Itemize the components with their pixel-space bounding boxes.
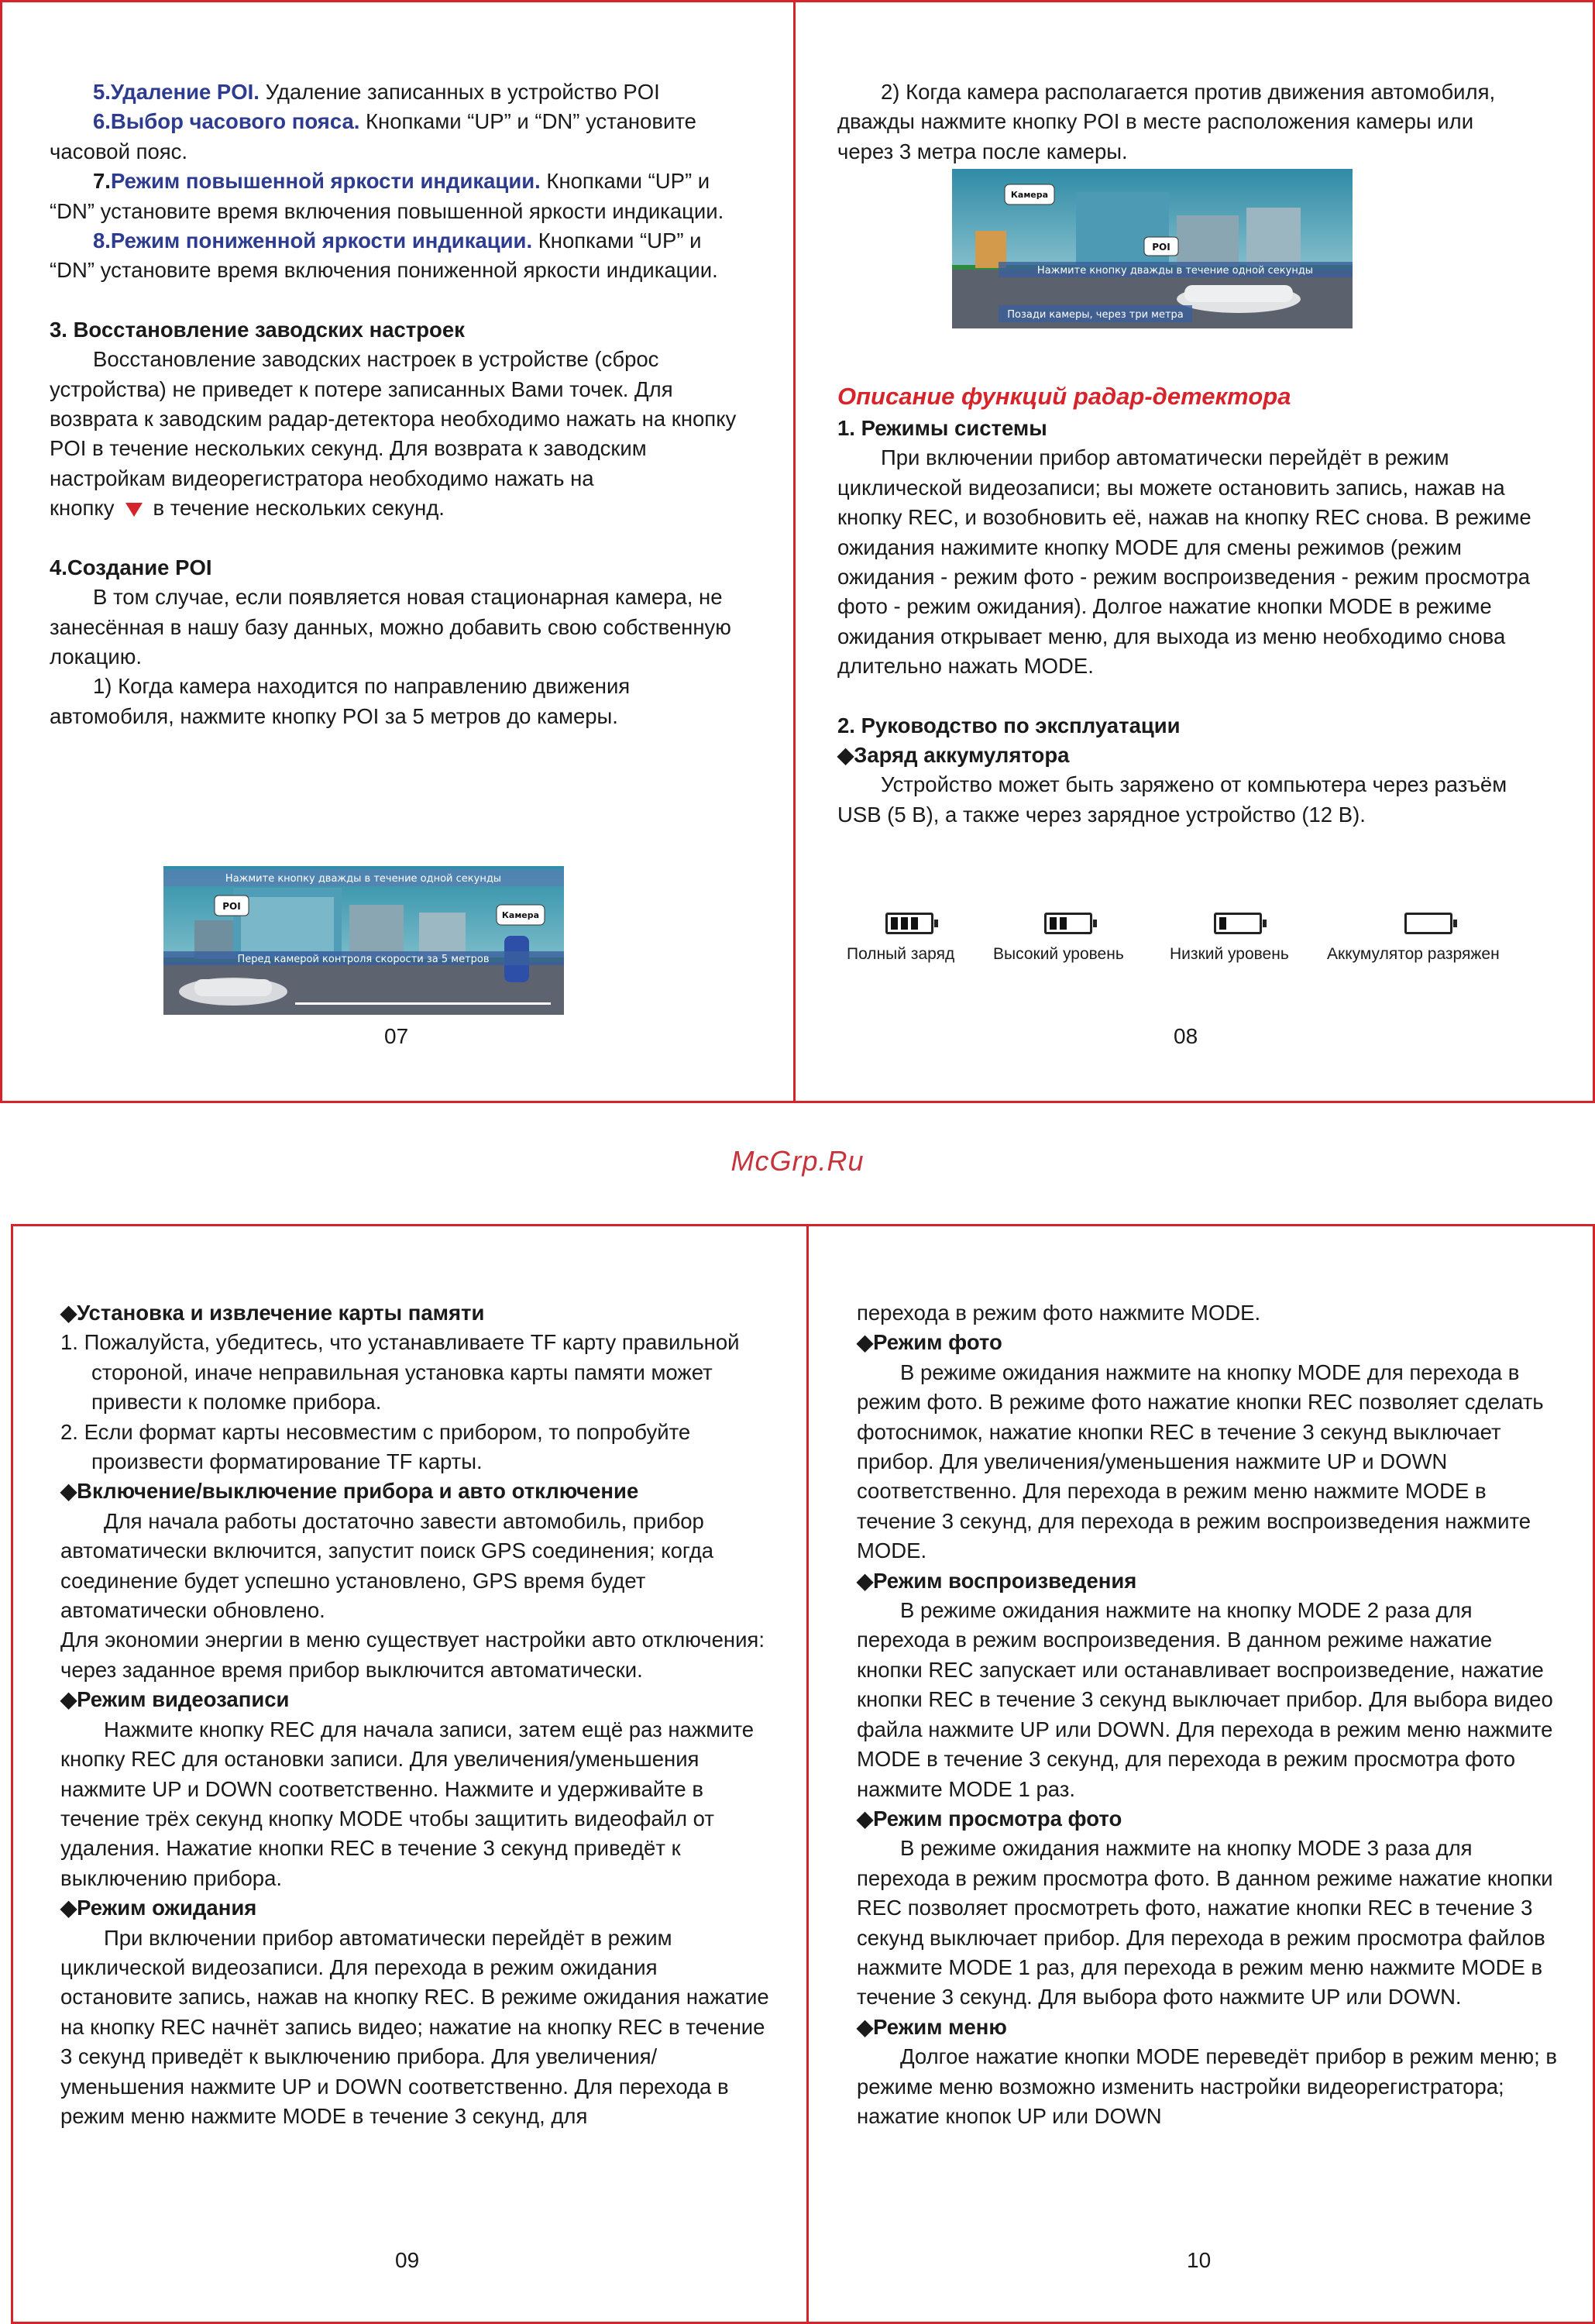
power-heading: ◆Включение/выключение прибора и авто отключение	[60, 1479, 639, 1504]
page-07-text	[50, 77, 747, 731]
page-08-text	[837, 380, 1550, 830]
modes-heading: 1. Режимы системы	[837, 416, 1047, 440]
poi-step1: 1) Когда камера находится по направлению движения автомобиля, нажмите кнопку POI за 5 метров до камеры.	[50, 674, 631, 728]
s7-num: 7.	[93, 169, 111, 194]
img-camera-07: Камера	[501, 910, 540, 920]
menu-heading: ◆Режим меню	[857, 2014, 1007, 2039]
watermark: McGrp.Ru	[730, 1145, 865, 1177]
reset-tail-b: в течение нескольких секунд.	[153, 496, 445, 521]
menu-text: Долгое нажатие кнопки MODE переведёт прибор в режим меню; в режиме меню возможно изменить настройки видеорегистратора; нажатие кнопок UP или DOWN	[857, 2044, 1557, 2128]
step2-text: 2) Когда камера располагается против движения автомобиля, дважды нажмите кнопку POI в месте расположения камеры или через 3 метра после камеры.	[837, 80, 1496, 163]
s6-text: Кнопками “UP” и “DN” установите часовой пояс.	[50, 109, 696, 163]
card-heading: ◆Установка и извлечение карты памяти	[60, 1301, 485, 1325]
poi-front-svg	[163, 866, 564, 1015]
s7-text: Кнопками “UP” и “DN” установите время включения повышенной яркости индикации.	[50, 169, 724, 223]
battery-high-icon	[1044, 913, 1092, 934]
page-09-text	[60, 1298, 773, 2131]
s7-title: Режим повышенной яркости индикации.	[110, 169, 541, 194]
img-banner-07: Нажмите кнопку дважды в течение одной секунды	[225, 873, 502, 885]
card-item2: 2. Если формат карты несовместим с прибором, то попробуйте произвести форматирование TF карты.	[60, 1419, 691, 1474]
cont-text: перехода в режим фото нажмите MODE.	[857, 1301, 1261, 1325]
reset-text: Восстановление заводских настроек в устройстве (сброс устройства) не приведет к потере записанных Вами точек. Для возврата к заводским радар-детектора необходимо нажать на кнопку POI в течение нескольких секунд. Для возврата к заводским настройкам видеорегистратора необходимо нажать на	[50, 347, 737, 490]
video-text: Нажмите кнопку REC для начала записи, затем ещё раз нажмите кнопку REC для остановки записи. Для увеличения/уменьшения нажмите UP и DOWN соответственно. Нажмите и удерживайте в течение трёх секунд кнопку MODE чтобы защитить видеофайл от удаления. Нажатие кнопки REC в течение 3 секунд приведёт к выключению прибора.	[60, 1717, 755, 1890]
charge-heading: ◆Заряд аккумулятора	[837, 743, 1070, 768]
poi-behind-illustration	[952, 169, 1353, 328]
battery-label-full: Полный заряд	[847, 945, 955, 963]
page-10-text	[857, 1298, 1558, 2131]
poi-front-illustration	[163, 866, 564, 1015]
video-heading: ◆Режим видеозаписи	[60, 1687, 290, 1712]
battery-low-icon	[1214, 913, 1262, 934]
s6-title: 6.Выбор часового пояса.	[93, 109, 360, 134]
modes-text: При включении прибор автоматически перейдёт в режим циклической видеозаписи; вы можете остановить запись, нажав на кнопку REC, и возобновить её, нажав на кнопку REC снова. В режиме ожидания нажимите кнопку MODE для смены режимов (режим ожидания - режим фото - режим воспроизведения - режим просмотра фото - режим ожидания). Долгое нажатие кнопки MODE в режиме ожидания открывает меню, для выхода из меню необходимо снова длительно нажать MODE.	[837, 445, 1531, 679]
poi-behind-svg	[952, 169, 1353, 328]
s8-text: Кнопками “UP” и “DN” установите время включения пониженной яркости индикации.	[50, 229, 718, 283]
img-banner-08: Нажмите кнопку дважды в течение одной секунды	[1036, 265, 1314, 277]
poi-text: В том случае, если появляется новая стационарная камера, не занесённая в нашу базу данных, можно добавить свою собственную локацию.	[50, 585, 731, 669]
playback-heading: ◆Режим воспроизведения	[857, 1568, 1137, 1593]
page-08-step2	[837, 77, 1535, 167]
battery-empty-icon	[1404, 913, 1452, 934]
power-text2: Для экономии энергии в меню существует настройки авто отключения: через заданное время прибор выключится автоматически.	[60, 1628, 765, 1682]
standby-text: При включении прибор автоматически перейдёт в режим циклической видеозаписи. Для перехода в режим ожидания остановите запись, нажав на кнопку REC. В режиме ожидания нажатие на кнопку REC начнёт запись видео; нажатие на кнопку REC в течение 3 секунд приведёт к выключению прибора. Для увеличения/уменьшения нажмите UP и DOWN соответственно. Для перехода в режим меню нажмите MODE в течение 3 секунд, для	[60, 1925, 769, 2128]
guide-heading: 2. Руководство по эксплуатации	[837, 713, 1181, 737]
img-bottom-08: Позади камеры, через три метра	[1007, 309, 1184, 321]
photo-text: В режиме ожидания нажмите на кнопку MODE для перехода в режим фото. В режиме фото нажатие кнопки REC позволяет сделать фотоснимок, нажатие кнопки REC в течение 3 секунд выключает прибор. Для увеличения/уменьшения нажмите UP и DOWN соответственно. Для перехода в режим меню нажмите MODE в течение 3 секунд, для перехода в режим воспроизведения нажмите MODE.	[857, 1360, 1544, 1563]
photo-heading: ◆Режим фото	[857, 1330, 1002, 1355]
battery-label-high: Высокий уровень	[993, 945, 1124, 963]
power-text1: Для начала работы достаточно завести автомобиль, прибор автоматически включится, запустит поиск GPS соединения; когда соединение будет успешно установлено, GPS время будет автоматически обновлено.	[60, 1508, 714, 1623]
reset-tail-a: кнопку	[50, 496, 115, 521]
page-number-08: 08	[1174, 1024, 1198, 1048]
reset-heading: 3. Восстановление заводских настроек	[50, 317, 465, 342]
down-triangle-icon	[125, 503, 143, 517]
view-text: В режиме ожидания нажмите на кнопку MODE 3 раза для перехода в режим просмотра фото. В данном режиме нажатие кнопки REC позволяет просмотреть фото, нажатие кнопки REC в течение 3 секунд выключает прибор. Для перехода в режим просмотра файлов нажмите MODE 1 раз, для перехода в режим меню нажмите MODE в течение 3 секунд. Для выбора фото нажмите UP или DOWN.	[857, 1836, 1553, 2009]
battery-full-icon	[885, 913, 933, 934]
page-number-09: 09	[395, 2248, 420, 2272]
page-number-10: 10	[1187, 2248, 1212, 2272]
standby-heading: ◆Режим ожидания	[60, 1896, 257, 1920]
img-camera-08: Камера	[1010, 190, 1049, 200]
img-poi-08: POI	[1152, 242, 1170, 253]
battery-label-empty: Аккумулятор разряжен	[1327, 945, 1500, 963]
charge-text: Устройство может быть заряжено от компьютера через разъём USB (5 В), а также через зарядное устройство (12 В).	[837, 772, 1507, 827]
playback-text: В режиме ожидания нажмите на кнопку MODE 2 раза для перехода в режим воспроизведения. В данном режиме нажатие кнопки REC запускает или останавливает воспроизведение, нажатие кнопки REC в течение 3 секунд выключает прибор. Для выбора видео файла нажмите UP или DOWN. Для перехода в режим меню нажмите MODE в течение 3 секунд, для перехода в режим просмотра фото нажмите MODE 1 раз.	[857, 1598, 1553, 1801]
s5-text: Удаление записанных в устройство POI	[259, 80, 660, 104]
s8-title: 8.Режим пониженной яркости индикации.	[93, 229, 533, 253]
s5-title: 5.Удаление POI.	[93, 80, 260, 104]
img-poi-07: POI	[222, 901, 241, 912]
view-heading: ◆Режим просмотра фото	[857, 1806, 1122, 1831]
poi-heading: 4.Создание POI	[50, 555, 212, 579]
card-item1: 1. Пожалуйста, убедитесь, что устанавливаете TF карту правильной стороной, иначе неправильная установка карты памяти может привести к поломке прибора.	[60, 1330, 740, 1415]
page-number-07: 07	[384, 1024, 409, 1048]
img-bottom-07: Перед камерой контроля скорости за 5 метров	[237, 954, 490, 965]
battery-label-low: Низкий уровень	[1170, 945, 1289, 963]
section-title: Описание функций радар-детектора	[837, 383, 1291, 410]
